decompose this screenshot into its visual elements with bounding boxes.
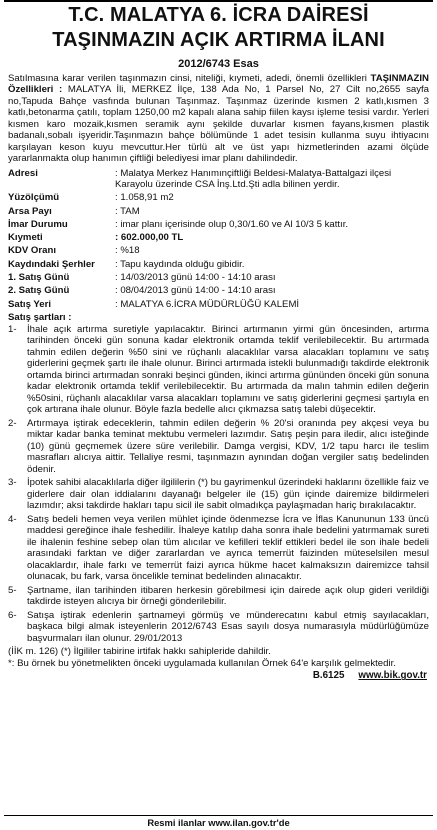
condition-number: 1- (8, 323, 17, 335)
condition-text: Şartname, ilan tarihinden itibaren herkesin görebilmesi için dairede açık olup gideri verildiği takdirde isteyen alıcıya bir örneği gönderilebilir. (27, 584, 429, 608)
condition-number: 5- (8, 584, 17, 596)
auction-notice (4, 0, 433, 816)
info-row (8, 219, 431, 232)
conditions-list (4, 324, 433, 645)
info-label: 2. Satış Günü (8, 285, 70, 297)
condition-item (8, 324, 429, 416)
description-label: TAŞINMAZIN Özellikleri : (8, 73, 429, 96)
info-row (8, 299, 431, 312)
info-row (8, 192, 431, 205)
condition-item (8, 585, 429, 608)
condition-item (8, 477, 429, 512)
notice-title-line1: T.C. MALATYA 6. İCRA DAİRESİ (68, 4, 369, 26)
conditions-title: Satış şartları : (8, 311, 72, 323)
info-value: : Malatya Merkez Hanımınçiftliği Beldesi-Malatya-Battalgazi ilçesi Karayolu üzerinde CSA İnş.Ltd.Şti adla bilinen yerdir. (115, 167, 392, 190)
info-label: KDV Oranı (8, 245, 56, 257)
description-body: MALATYA İli, MERKEZ İlçe, 138 Ada No, 1 Parsel No, 27 Cilt no,2655 sayfa no,Tapuda Bahçe vasfında bulunan Taşınmaz. Taşınmaz üzerinde kısmen 2 katlı,kısmen 3 katlı,betonarma çatılı, toplam 1250,00 m2 kapalı alana sahip fiilen kaysı işleme tesisi vardır. Yerleri kısmen karo mozaik,kısmen seramik aynı şekilde duvarlar kısmen fayans,kısmen plastik badanalı,sobalı işyeridir.Taşınmazın bahçe bölümünde 1 adet tesisin kullanma suyu ihtiyacını karşılayan keson kuyu mevcuttur.Her türlü alt ve üst yapı hizmetlerinden azami ölçüde yararlanmakta olup hanımın çiftliği belediyesi imar planı dahilindedir. (8, 84, 429, 165)
info-label: Kaydındaki Şerhler (8, 258, 95, 270)
info-value: : 1.058,91 m2 (115, 192, 174, 204)
condition-item (8, 514, 429, 583)
info-row (8, 259, 431, 272)
info-value: : 08/04/2013 günü 14:00 - 14:10 arası (115, 285, 276, 297)
info-value: : 14/03/2013 günü 14:00 - 14:10 arası (115, 272, 276, 283)
notice-code: B.6125 (312, 670, 345, 682)
info-row (8, 168, 431, 193)
footer-note: *: Bu örnek bu yönetmelikten önceki uygulamada kullanılan Örnek 64'e karşılık gelmektedir. (8, 657, 396, 669)
description-intro: Satılmasına karar verilen taşınmazın cinsi, niteliği, kıymeti, adedi, önemli özellikleri (8, 73, 367, 84)
info-value: : Tapu kaydında olduğu gibidir. (115, 258, 245, 270)
info-label: Arsa Payı (8, 205, 52, 217)
info-row (8, 232, 431, 245)
condition-text: İpotek sahibi alacaklılarla diğer ilgililerin (*) bu gayrimenkul üzerindeki haklarını özellikle faiz ve giderlere dair olan iddialarını dayanağı belgeler ile (15) gün içinde dairemize bildirmeleri lazımdır; aksi takdirde hakları tapu sicil ile sabit olmadıkça paylaşmadan hariç bırakılacaktır. (27, 477, 429, 512)
condition-number: 3- (8, 477, 17, 489)
info-row (8, 206, 431, 219)
info-label: Yüzölçümü (8, 192, 60, 204)
info-label: İmar Durumu (8, 218, 68, 230)
condition-item (8, 610, 429, 645)
property-description (8, 73, 429, 165)
info-value: : TAM (115, 205, 140, 217)
condition-number: 6- (8, 609, 17, 621)
notice-title-line2: TAŞINMAZIN AÇIK ARTIRMA İLANI (52, 29, 385, 51)
condition-text: Satış bedeli hemen veya verilen mühlet içinde ödenmezse İcra ve İflas Kanununun 133 üncü maddesi gereğince ihale feshedilir. İhaleye katılıp daha sonra ihale bedelini yatırmamak sureti ile ihalenin feshine sebep olan tüm alıcılar ve kefilleri teklif ettikleri bedel ile son ihale bedeli arasındaki farktan ve diğer zararlardan ve ayrıca temerrüt faizinden müteselsilen mesul olacaklardır, ihale farkı ve temerrüt faizi ayrıca hükme hacet kalmaksızın dairemizce tahsil olunacak, bu fark, varsa öncelikle teminat bedelinden alınacaktır. (27, 513, 429, 583)
condition-text: Artırmaya iştirak edeceklerin, tahmin edilen değerin % 20'si oranında pey akçesi veya bu miktar kadar banka teminat mektubu vermeleri lazımdır. Satış peşin para iledir, alıcı isteğinde (10) günü geçmemek üzere süre verilebilir. Damga vergisi, KDV, 1/2 tapu harcı ile teslim masrafları alıcıya aittir. Tellaliye resmi, taşınmazın aynından doğan vergiler satış bedelinden ödenir. (27, 417, 429, 475)
condition-item (8, 418, 429, 476)
signature-row (8, 670, 427, 681)
footer-law-note: (İİK m. 126) (*) İlgililer tabirine irtifak hakkı sahipleride dahildir. (8, 646, 271, 658)
info-row (8, 285, 431, 298)
info-value: : imar planı içerisinde olup 0,30/1.60 ve Al 10/3 5 kattır. (115, 218, 349, 230)
info-value: : MALATYA 6.İCRA MÜDÜRLÜĞÜ KALEMİ (115, 298, 300, 310)
info-value: : 602.000,00 TL (115, 232, 184, 244)
property-info-table (8, 168, 431, 312)
info-row (8, 245, 431, 258)
info-label: Satış Yeri (8, 298, 52, 310)
condition-text: İhale açık artırma suretiyle yapılacaktır. Birinci artırmanın yirmi gün öncesinden, artırma tarihinden önceki gün sonuna kadar elektronik ortamda teklif verilebilecektir. Bu artırmada tahmin edilen değerin %50 sini ve rüçhanlı alacaklılar varsa alacakları toplamını ve satış giderlerini geçmek şartı ile ihale olunur. Birinci artırmada istekli bulunmadığı takdirde elektronik ortamda birinci artırmadan sonraki beşinci günden, ikinci artırma gününden önceki gün sonuna kadar elektronik ortamda teklif verilebilecektir. Bu artırmada da malın tahmin edilen değerin %50sini, rüçhanlı alacaklılar varsa alacakları toplamını ve satış giderlerini geçmesi şartıyla en çok artırana ihale olunur. Böyle fazla bedelle alıcı çıkmazsa satış talebi düşecektir. (27, 323, 429, 416)
condition-number: 4- (8, 513, 17, 525)
case-number: 2012/6743 Esas (178, 58, 259, 70)
info-label: Adresi (8, 167, 38, 179)
condition-text: Satışa iştirak edenlerin şartnameyi görmüş ve münderecatını kabul etmiş sayılacakları, başkaca bilgi almak isteyenlerin 2012/6743 Esas sayılı dosya numarasıyla müdürlüğümüze başvurmaları ilan olunur. 29/01/2013 (27, 609, 429, 644)
info-label: Kıymeti (8, 232, 43, 244)
info-label: 1. Satış Günü (8, 272, 70, 283)
bik-link[interactable]: www.bik.gov.tr (358, 670, 427, 682)
info-row (8, 272, 431, 285)
info-value: : %18 (115, 245, 140, 257)
condition-number: 2- (8, 417, 17, 429)
official-ads-bar: Resmi ilanlar www.ilan.gov.tr'de (147, 817, 290, 828)
